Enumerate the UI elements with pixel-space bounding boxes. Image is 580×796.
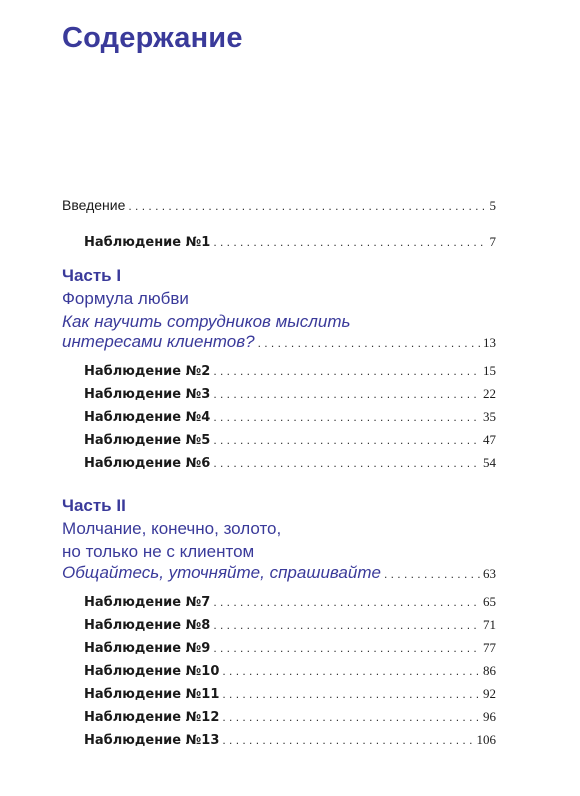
- toc-entry-page: 15: [483, 363, 496, 378]
- part2-title-line1: Молчание, конечно, золото,: [62, 519, 282, 538]
- toc-entry-label: Наблюдение №1: [84, 235, 211, 250]
- toc-entry-page: 92: [483, 686, 496, 701]
- dot-leader: [222, 662, 480, 680]
- toc-entry-page: 77: [483, 640, 496, 655]
- toc-entry-page: 86: [483, 663, 496, 678]
- part2-heading: Часть II: [62, 496, 126, 515]
- toc-entry-part2[interactable]: [62, 564, 496, 583]
- toc-entry-obs12[interactable]: [84, 708, 496, 727]
- toc-entry-label: Наблюдение №2: [84, 364, 211, 379]
- toc-entry-intro[interactable]: [62, 196, 496, 215]
- toc-entry-obs11[interactable]: [84, 685, 496, 704]
- dot-leader: [222, 685, 480, 703]
- dot-leader: [128, 197, 486, 215]
- toc-entry-page: 7: [489, 234, 496, 249]
- toc-entry-page: 22: [483, 386, 496, 401]
- part2-title-line2: но только не с клиентом: [62, 542, 255, 561]
- toc-entry-obs1[interactable]: [84, 233, 496, 252]
- toc-entry-label: Наблюдение №9: [84, 641, 211, 656]
- toc-entry-page: 5: [489, 198, 496, 213]
- dot-leader: [222, 708, 480, 726]
- toc-entry-obs2[interactable]: [84, 362, 496, 381]
- toc-entry-obs10[interactable]: [84, 662, 496, 681]
- toc-entry-label: Наблюдение №10: [84, 664, 220, 679]
- toc-entry-label: Наблюдение №8: [84, 618, 211, 633]
- page-title: Содержание: [62, 22, 243, 54]
- dot-leader: [213, 362, 480, 380]
- dot-leader: [213, 593, 480, 611]
- toc-entry-obs7[interactable]: [84, 593, 496, 612]
- toc-entry-obs9[interactable]: [84, 639, 496, 658]
- toc-entry-label: Наблюдение №3: [84, 387, 211, 402]
- part1-title: Формула любви: [62, 289, 189, 308]
- toc-entry-page: 13: [483, 335, 496, 350]
- toc-entry-page: 65: [483, 594, 496, 609]
- dot-leader: [213, 639, 480, 657]
- toc-entry-page: 35: [483, 409, 496, 424]
- toc-entry-page: 106: [476, 732, 496, 747]
- dot-leader: [258, 334, 480, 352]
- toc-entry-obs3[interactable]: [84, 385, 496, 404]
- toc-entry-page: 63: [483, 566, 496, 581]
- toc-entry-label: Наблюдение №13: [84, 733, 220, 748]
- toc-entry-label: Наблюдение №12: [84, 710, 220, 725]
- toc-entry-page: 54: [483, 455, 496, 470]
- toc-entry-obs4[interactable]: [84, 408, 496, 427]
- toc-entry-part1[interactable]: [62, 333, 496, 352]
- dot-leader: [213, 385, 480, 403]
- toc-entry-label: Наблюдение №4: [84, 410, 211, 425]
- part1-subtitle-line1: Как научить сотрудников мыслить: [62, 312, 351, 331]
- toc-entry-label: Наблюдение №11: [84, 687, 220, 702]
- part2-subtitle: Общайтесь, уточняйте, спрашивайте: [62, 563, 381, 582]
- dot-leader: [384, 565, 480, 583]
- toc-entry-obs6[interactable]: [84, 454, 496, 473]
- toc-entry-label: Введение: [62, 197, 126, 213]
- toc-entry-obs5[interactable]: [84, 431, 496, 450]
- dot-leader: [222, 731, 473, 749]
- dot-leader: [213, 233, 486, 251]
- toc-entry-label: Наблюдение №5: [84, 433, 211, 448]
- part1-heading: Часть I: [62, 266, 122, 285]
- toc-entry-page: 96: [483, 709, 496, 724]
- dot-leader: [213, 408, 480, 426]
- toc-entry-obs13[interactable]: [84, 731, 496, 750]
- toc-entry-label: Наблюдение №6: [84, 456, 211, 471]
- toc-entry-page: 71: [483, 617, 496, 632]
- toc-entry-label: Наблюдение №7: [84, 595, 211, 610]
- dot-leader: [213, 431, 480, 449]
- part1-subtitle-line2: интересами клиентов?: [62, 332, 255, 351]
- dot-leader: [213, 616, 480, 634]
- toc-entry-obs8[interactable]: [84, 616, 496, 635]
- dot-leader: [213, 454, 480, 472]
- toc-entry-page: 47: [483, 432, 496, 447]
